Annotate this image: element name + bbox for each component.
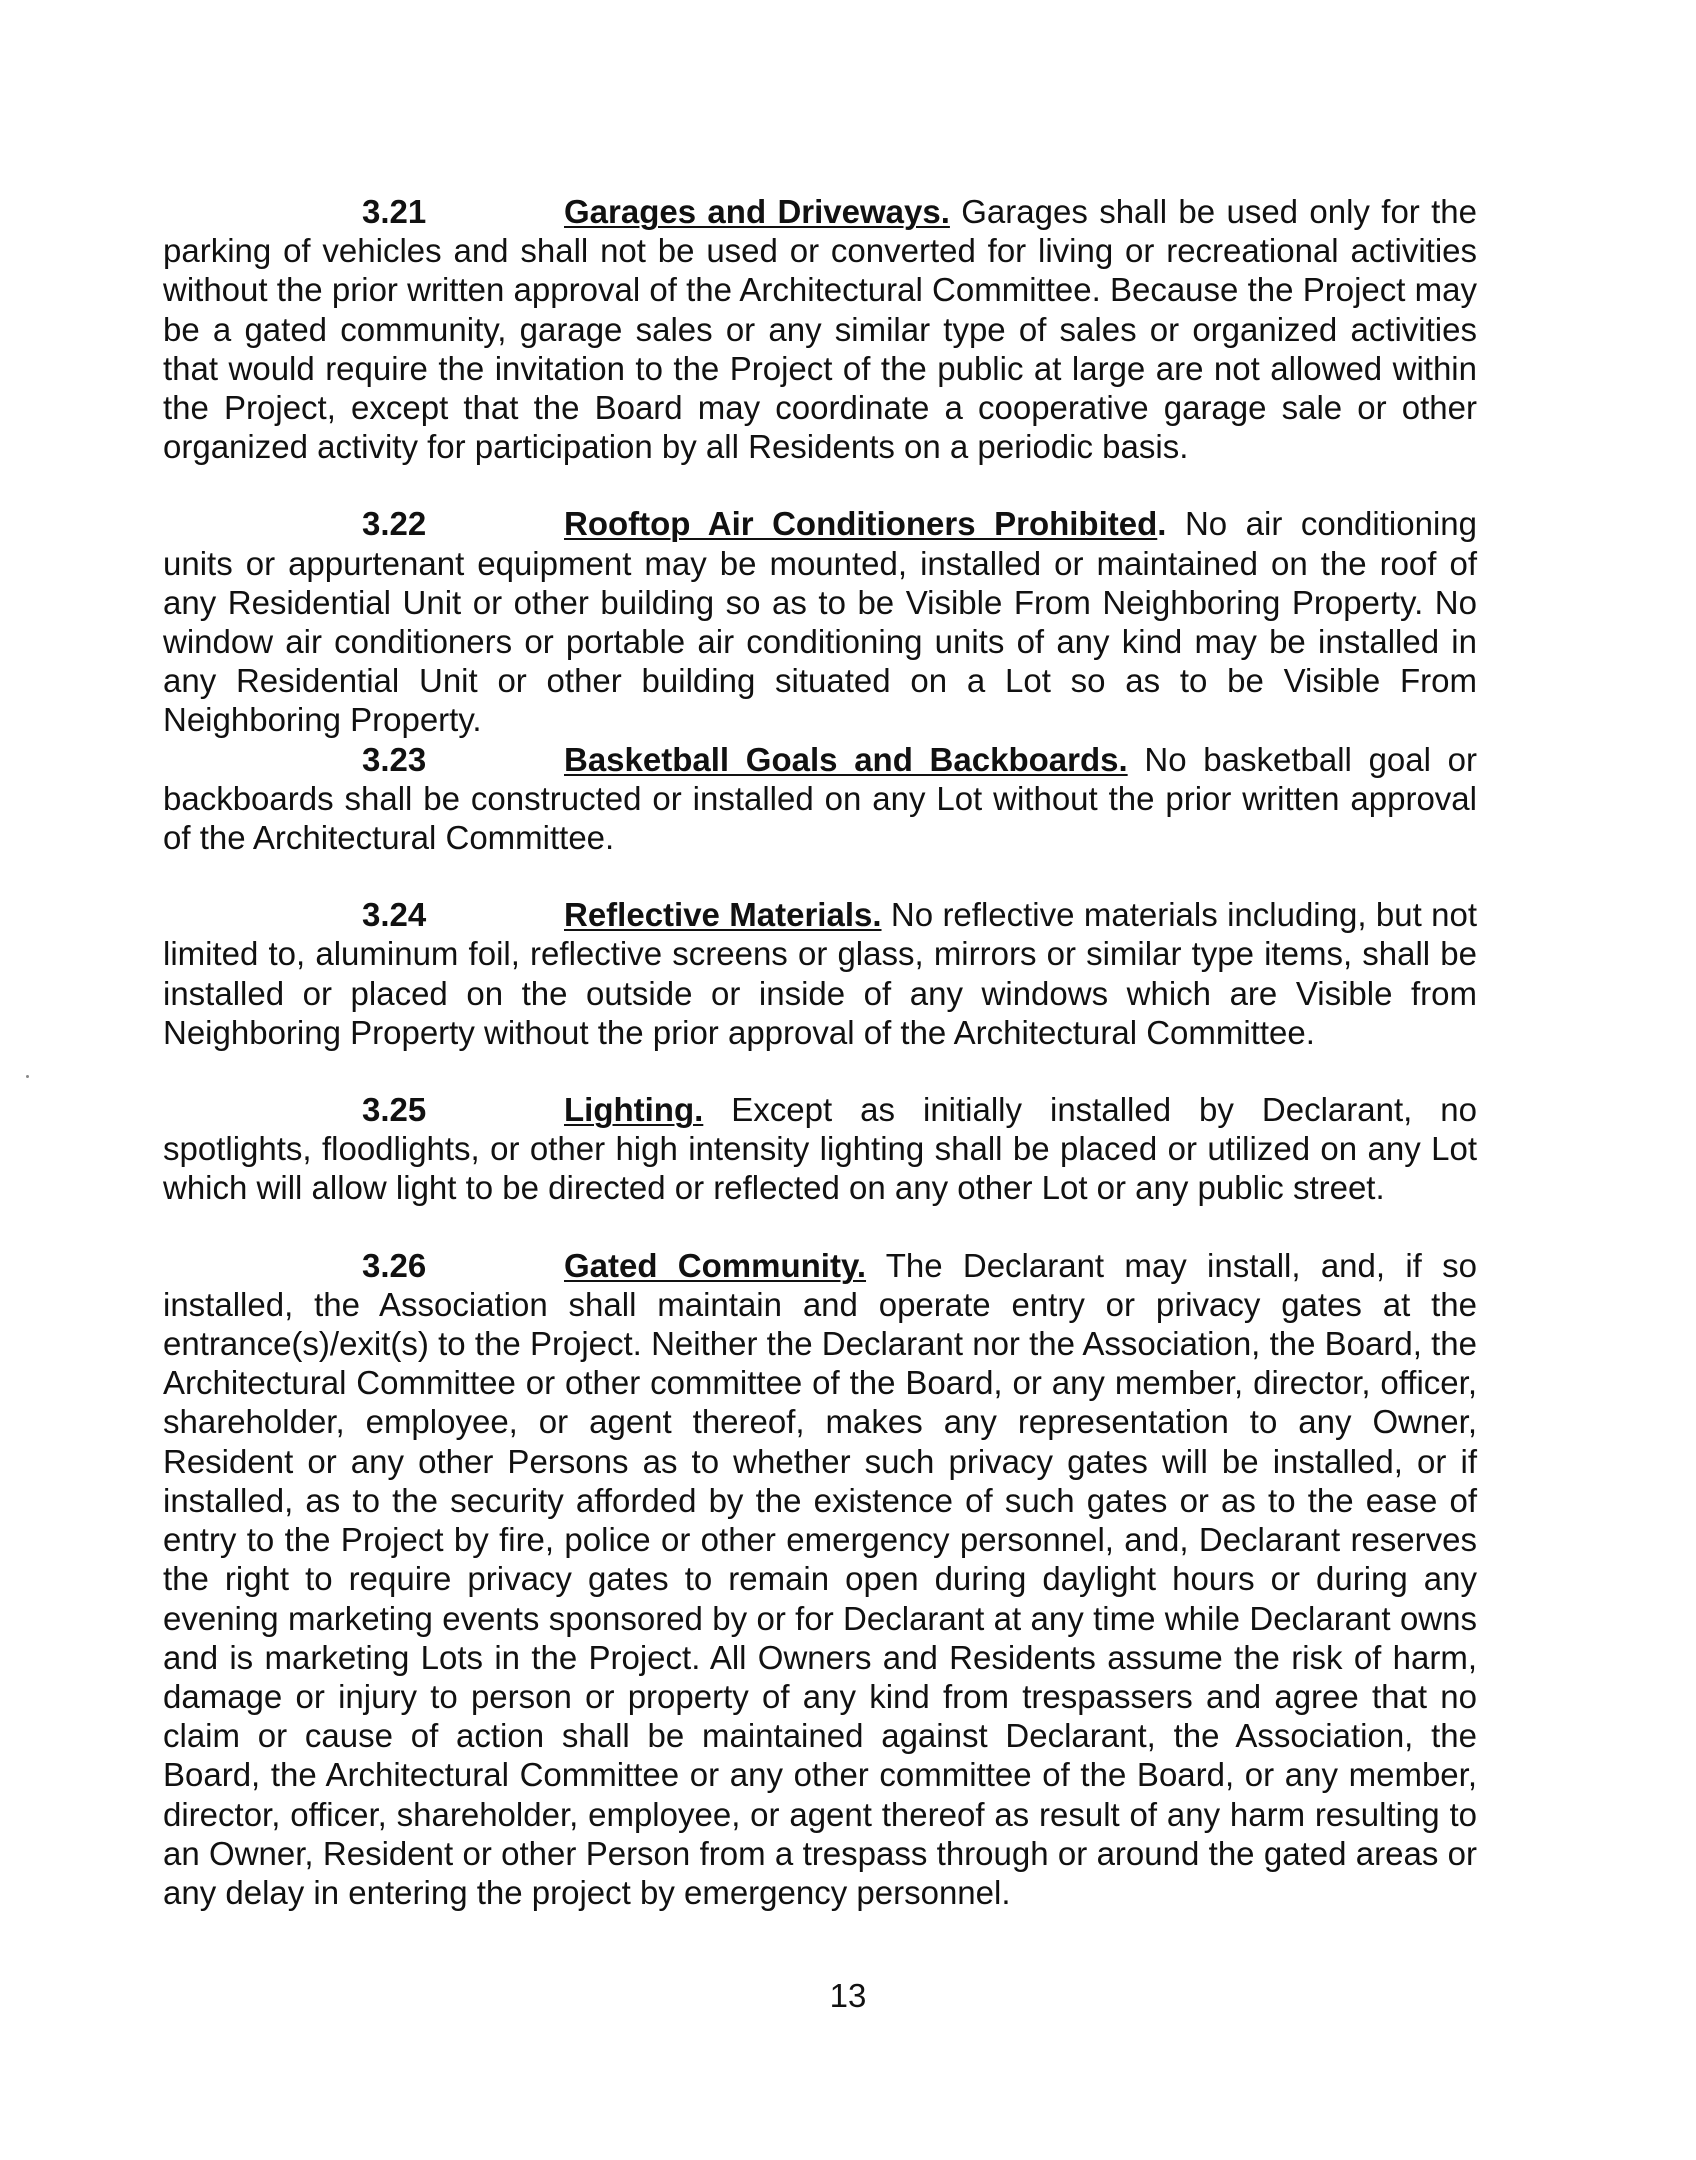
section-body: No basketball goal or backboards shall be constructed or installed on any Lot without the prior written approval of the Architectural Committee.	[163, 740, 1478, 857]
heading-period: .	[1157, 505, 1167, 543]
section-body: The Declarant may install, and, if so installed, the Association shall maintain and operate entry or privacy gates at the entrance(s)/exit(s) to the Project. Neither the Declarant nor the Association, the Board, the Architectural Committee or other committee of the Board, or any member, director, officer, shareholder, employee, or agent thereof, makes any representation to any Owner, Resident or any other Persons as to whether such privacy gates will be installed, or if installed, as to the security afforded by the existence of such gates or as to the ease of entry to the Project by fire, police or other emergency personnel, and, Declarant reserves the right to require privacy gates to remain open during daylight hours or during any evening marketing events sponsored by or for Declarant at any time while Declarant owns and is marketing Lots in the Project. All Owners and Residents assume the risk of harm, damage or injury to person or property of any kind from trespassers and agree that no claim or cause of action shall be maintained against Declarant, the Association, the Board, the Architectural Committee or any other committee of the Board, or any member, director, officer, shareholder, employee, or agent thereof as result of any harm resulting to an Owner, Resident or other Person from a trespass through or around the gated areas or any delay in entering the project by emergency personnel.	[163, 1246, 1477, 1911]
section-heading: Gated Community.	[564, 1246, 867, 1284]
section-heading: Basketball Goals and Backboards.	[564, 740, 1128, 778]
paragraph-gap	[163, 1208, 1477, 1246]
section-heading: Lighting.	[564, 1091, 704, 1129]
section-number: 3.21	[362, 193, 427, 230]
section-body: Except as initially installed by Declarant, no spotlights, floodlights, or other high intensity lighting shall be placed or utilized on any Lot which will allow light to be directed or reflected on any other Lot or any public street.	[163, 1091, 1477, 1207]
section-heading: Rooftop Air Conditioners Prohibited	[564, 505, 1158, 543]
section-number: 3.23	[362, 740, 427, 778]
section-3-24	[163, 895, 1477, 1052]
section-3-23	[163, 740, 1477, 858]
section-body: No air conditioning units or appurtenant equipment may be mounted, installed or maintained on the roof of any Residential Unit or other building so as to be Visible From Neighboring Property. No window air conditioners or portable air conditioning units of any kind may be installed in any Residential Unit or other building situated on a Lot so as to be Visible From Neighboring Property.	[163, 505, 1477, 739]
section-number: 3.24	[362, 896, 427, 934]
section-3-21	[163, 192, 1477, 466]
scan-speck	[26, 1075, 29, 1078]
section-heading: Reflective Materials.	[564, 896, 882, 934]
section-body: No reflective materials including, but not limited to, aluminum foil, reflective screens or glass, mirrors or similar type items, shall be installed or placed on the outside or inside of any windows which are Visible from Neighboring Property without the prior approval of the Architectural Committee.	[163, 896, 1477, 1051]
paragraph-gap	[163, 857, 1477, 895]
section-number: 3.25	[362, 1091, 427, 1129]
section-body: Garages shall be used only for the parking of vehicles and shall not be used or converted for living or recreational activities without the prior written approval of the Architectural Committee. Because the Project may be a gated community, garage sales or any similar type of sales or organized activities that would require the invitation to the Project of the public at large are not allowed within the Project, except that the Board may coordinate a cooperative garage sale or other organized activity for participation by all Residents on a periodic basis.	[163, 193, 1478, 466]
page-number: 13	[829, 1977, 867, 2014]
section-number: 3.22	[362, 505, 427, 543]
paragraph-gap	[163, 1052, 1477, 1090]
section-3-22	[163, 504, 1477, 739]
section-number: 3.26	[362, 1246, 427, 1284]
paragraph-gap	[163, 466, 1477, 504]
section-3-26	[163, 1246, 1477, 1912]
section-3-25	[163, 1090, 1477, 1208]
document-page	[163, 192, 1477, 1912]
section-heading: Garages and Driveways.	[564, 193, 950, 230]
